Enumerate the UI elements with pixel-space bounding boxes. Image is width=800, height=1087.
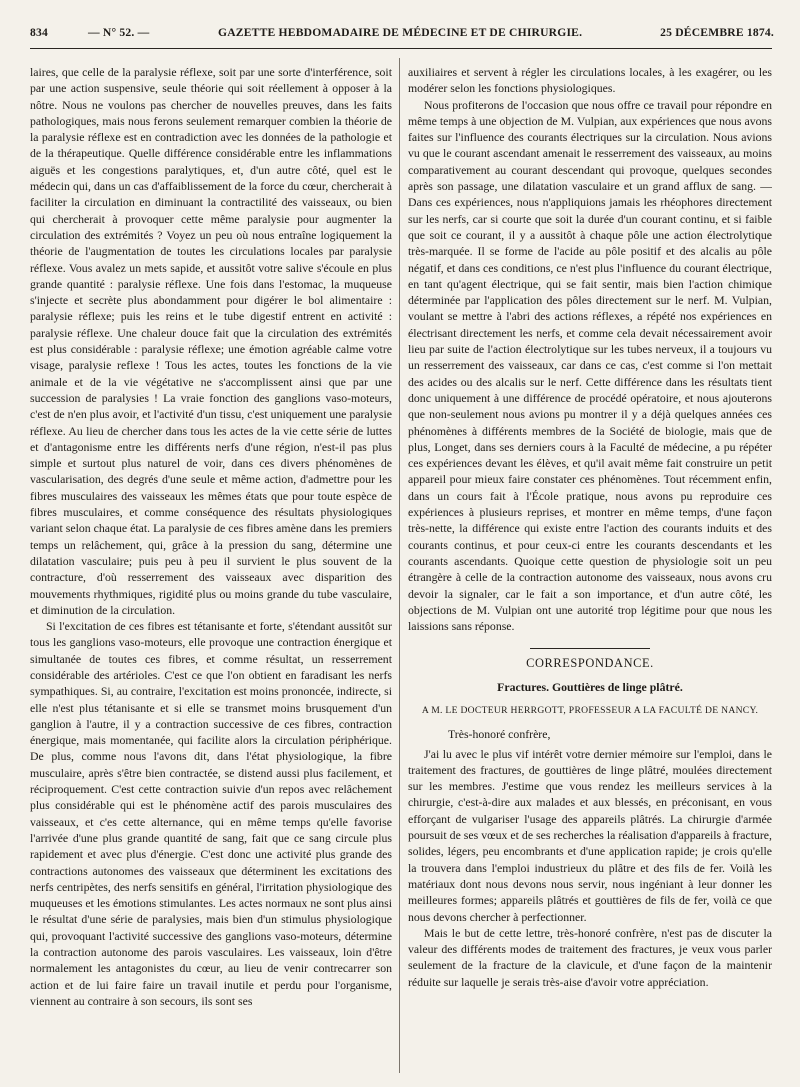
issue-number: — N° 52. — [88,26,150,39]
letter-paragraph-2: Mais le but de cette lettre, très-honoré confrère, n'est pas de discuter la valeur des différents modes de traitement des fractures, je veux vous parler seulement de la fracture de la clavicule, et d'une façon de la maintenir réduite sur laquelle je serais très-aise d'avoir votre appréciation. [408,925,772,989]
right-paragraph-2: Nous profiterons de l'occasion que nous offre ce travail pour répondre en même temps à une objection de M. Vulpian, aux expériences que nous avons faites sur l'influence des courants électriques sur la circulation. Nous avions vu que le courant ascendant amenait le resserrement des vaisseaux, au moins comparativement au courant descendant qui provoque, quelques secondes après son passage, une dilatation vasculaire et un grand afflux de sang. — Dans ces expériences, nous n'appliquions jamais les rhéophores directement sur les nerfs, car si courte que soit la durée d'un courant continu, et si faible que soit ce courant, il y a aussitôt à chaque pôle une action électrolytique très-marquée. Il se forme de l'acide au pôle positif et des alcalis au pôle négatif, et dans ces conditions, ce n'est plus l'influence du courant électrique, en tant qu'agent électrique, qui se fait sentir, mais bien l'action chimique déterminée par l'application des pôles directement sur le nerf. M. Vulpian, voulant se mettre à l'abri des actions réflexes, a répété nos expériences en électrisant directement les nerfs, et comme cela devait nécessairement avoir lieu par suite de l'action électrolytique sur les tubes nerveux, il a toujours vu un resserrement des vaisseaux, car dans ce cas, c'est comme si l'on mettait des acides ou des alcalis sur le nerf. Cette différence dans les résultats tient donc uniquement à une différence de procédé opératoire, et nous ajouterons que non-seulement nous avions pu montrer il y a déjà quelques années ces phénomènes à différents membres de la Société de biologie, mais que de plus, Longet, dans ses derniers cours à la Faculté de médecine, a pu répéter ces expériences devant les élèves, et qu'il avait même fait construire un petit appareil pour mieux faire constater ces phénomènes. Tout récemment enfin, dans un cours fait à l'École pratique, nous avons pu reproduire ces expériences à plusieurs reprises, et montrer en même temps, d'une façon très-nette, la différence qui existe entre l'action des courants induits et des courants continus, et pour ceux-ci entre les courants descendants et les courants ascendants. Quoique cette question de physiologie soit un peu étrangère à celle de la contraction autonome des vaisseaux, nous avons cru devoir la signaler, car le fait a son importance, et d'un autre côté, les objections de M. Vulpian ont une autorité trop légitime pour que nous les laissions sans réponse. [408,97,772,634]
left-column [30,64,392,1074]
column-divider [399,58,400,1073]
right-paragraph-1: auxiliaires et servent à régler les circulations locales, à les exagérer, ou les modérer selon les fonctions physiologiques. [408,65,772,96]
section-title: CORRESPONDANCE. [526,656,654,671]
left-paragraph-2: Si l'excitation de ces fibres est tétanisante et forte, s'étendant aussitôt sur tous les ganglions vaso-moteurs, elle provoque une contraction énergique et simultanée de toutes ces fibres, et comme résultat, un resserrement considérable des artérioles. C'est ce que l'on obtient en faradisant les nerfs sympathiques. Si, au contraire, l'excitation est moins prononcée, indirecte, si elle n'est plus tétanisante et si elle se transmet moins brusquement d'un ganglion à l'autre, il y a contraction successive de ces fibres, contraction énergique, mais momentanée, qui facilite alors la circulation périphérique. De plus, comme nous l'avons dit, dans l'état physiologique, la fibre musculaire, après s'être bien contractée, se distend aussi plus facilement, et réciproquement. C'est cette contraction suivie d'un repos avec relâchement plus considérable qui est le phénomène actif des parois musculaires des vaisseaux, et c'es cette alternance, qui en même temps qu'elle favorise l'arrivée d'une plus grande quantité de sang, fait que ce sang circule plus rapidement et avec plus d'énergie. C'est donc une activité plus grande des contractions autonomes des vaisseaux que déterminent les excitations des nerfs centripètes, des nerfs sensitifs en général, l'irritation physiologique des muqueuses et les émotions stimulantes. Les actes normaux ne sont plus ainsi le résultat d'une série de paralysies, mais bien d'un stimulus physiologique qui, provoquant l'activité successive des ganglions vaso-moteurs, détermine la contraction autonome des parois vasculaires. Les vaisseaux, loin d'être normalement les antagonistes du cœur, au lieu de venir contrecarrer son action et de lui faire faire un travail inutile et perdu pour l'organisme, viennent au contraire à son secours, ils sont ses [30,619,392,1008]
article-subtitle: Fractures. Gouttières de linge plâtré. [497,679,683,694]
page-number: 834 [30,26,48,39]
journal-title: GAZETTE HEBDOMADAIRE DE MÉDECINE ET DE CHIRURGIE. [218,26,583,39]
header-rule [30,48,772,49]
section-rule [530,648,650,649]
section-gap [408,634,772,648]
letter-paragraph-1: J'ai lu avec le plus vif intérêt votre dernier mémoire sur l'emploi, dans le traitement des fractures, de gouttières de linge plâtré, moulées directement sur les membres. J'estime que vous rendez les meilleurs services à la chirurgie, c'est-à-dire aux malades et aux blessés, en préconisant, en vous efforçant de vulgariser l'usage des appareils plâtrés. La chirurgie d'armée poursuit de ses vœux et de ses recherches la réalisation d'appareils à fracture, solides, légers, peu encombrants et d'une application rapide; je crois qu'elle la trouvera dans l'emploi industrieux du plâtre et des fils de fer. Voilà les matériaux dont nous devons nous servir, nous ingéniant à leur donner les meilleures formes; appareils plâtrés et gouttières de fils de fer, voilà ce que nous devons chercher à perfectionner. [408,746,772,924]
page-header [30,26,774,46]
issue-date: 25 DÉCEMBRE 1874. [660,26,774,39]
letter-addressee: A M. LE DOCTEUR HERRGOTT, PROFESSEUR A LA FACULTÉ DE NANCY. [421,704,759,716]
letter-salutation: Très-honoré confrère, [448,727,551,742]
right-column [408,64,772,1074]
left-paragraph-1: laires, que celle de la paralysie réflexe, soit par une sorte d'interférence, soit par une action suspensive, seule théorie qui soit réellement à opposer à la nôtre. Nous ne voulons pas chercher de nouvelles preuves, dans les faits pathologiques, mais nous ferons seulement remarquer combien la théorie de la paralysie réflexe est en contradiction avec les données de la pathologie et de la thérapeutique. Quelle différence considérable entre les inflammations aiguës et les congestions paralytiques, et, d'un autre côté, quel est le médecin qui, dans un cas d'affaiblissement de la force du cœur, chercherait à faciliter la circulation en diminuant la contractilité des vaisseaux, ou bien qui chercherait à provoquer cette même paralysie pour augmenter la circulation des extrémités ? Voyez un peu où nous entraîne logiquement la théorie de l'augmentation de toutes les circulations locales par paralysie réflexe. Vous avalez un mets sapide, et aussitôt votre salive s'écoule en plus grande quantité : paralysie réflexe. Une fois dans l'estomac, la muqueuse s'injecte et secrète plus abondamment pour digérer le bol alimentaire : paralysie réflexe; puis les reins et le tube digestif entrent en activité : paralysie réflexe. Une chaleur douce fait que la circulation des extrémités est plus considérable : paralysie réflexe; une émotion agréable calme votre visage, paralysie reflexe ! Tous les actes, toutes les fonctions de la vie animale et de la vie végétative ne s'accomplissent ainsi que par une succession de paralysies ! La vraie fonction des ganglions vaso-moteurs, c'est de n'en plus avoir, et l'activité d'un tissu, c'est uniquement une paralysie réflexe. Au lieu de chercher dans tous les actes de la vie cette série de luttes et d'antagonisme entre les différents nerfs d'une région, n'est-il pas plus simple et surtout plus naturel de voir, dans ces divers phénomènes de vascularisation, des degrés d'une seule et même action, d'admettre pour les fibres musculaires des vaisseaux les mêmes états que pour toute espèce de fibres musculaires, et comme conséquence des résultats physiologiques variant selon chaque état. La paralysie de ces fibres amène dans les premiers temps un relâchement, qui, grâce à la pression du sang, détermine une dilatation vasculaire; puis peu à peu il survient le plus souvent de la contracture, d'où resserrement des vaisseaux avec disparition des mouvements rhythmiques, rigidité plus ou moins grande du tube vasculaire, et diminution de la circulation. [30,65,392,617]
